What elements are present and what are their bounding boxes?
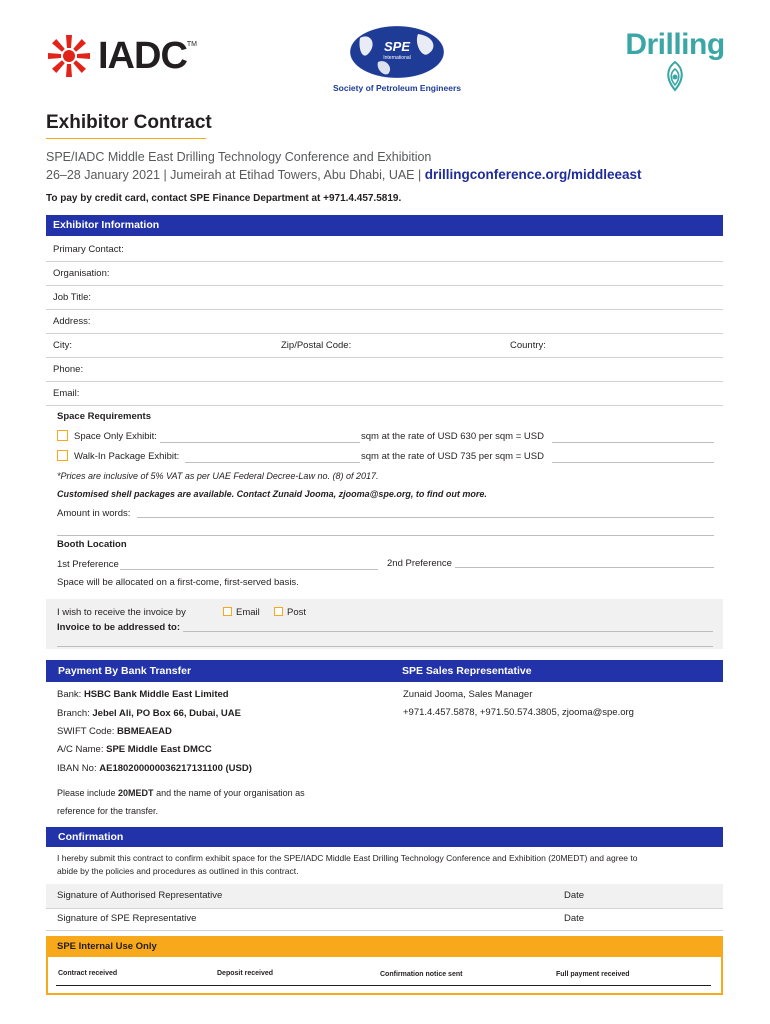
swift-code: SWIFT Code: BBMEAEAD [57, 726, 172, 737]
vat-note: *Prices are inclusive of 5% VAT as per UAE Federal Decree-Law no. (8) of 2017. [57, 471, 379, 481]
address-field[interactable] [46, 310, 723, 334]
email-field[interactable] [46, 382, 723, 406]
confirmation-heading: Confirmation [46, 827, 723, 847]
title-underline [46, 138, 206, 139]
spe-logo [332, 24, 462, 93]
signature-divider-2 [46, 930, 723, 931]
city-zip-country-row [46, 334, 723, 358]
deposit-received-label: Deposit received [217, 970, 274, 977]
invoice-address-line[interactable] [183, 631, 713, 632]
spe-logo-subtext: International [383, 55, 411, 61]
full-payment-label: Full payment received [556, 971, 630, 978]
drill-bit-icon [657, 60, 693, 92]
authorised-signature-label: Signature of Authorised Representative [57, 890, 223, 901]
bank-transfer-heading [46, 660, 723, 682]
walkin-sqm-line[interactable] [185, 462, 360, 463]
date-label-2: Date [564, 913, 585, 924]
iadc-star-icon [46, 33, 92, 79]
iadc-tm: TM [186, 40, 197, 48]
transfer-reference-note: Please include 20MEDT and the name of your organisation as [57, 788, 305, 798]
spe-logo-text: SPE [383, 39, 411, 54]
invoice-post-checkbox[interactable] [274, 607, 283, 616]
signature-divider [46, 908, 723, 909]
space-only-sqm-line[interactable] [160, 442, 360, 443]
iadc-logo-text: IADC [98, 34, 187, 77]
address-label: Address: [53, 316, 91, 327]
job-title-label: Job Title: [53, 292, 92, 303]
internal-use-line [56, 985, 711, 986]
iadc-logo [46, 33, 197, 79]
invoice-address-label: Invoice to be addressed to: [57, 622, 180, 633]
drilling-logo [620, 28, 730, 92]
confirmation-sent-label: Confirmation notice sent [380, 971, 463, 978]
header-logos [0, 0, 770, 110]
date-label-1: Date [564, 890, 585, 901]
primary-contact-field[interactable] [46, 238, 723, 262]
primary-contact-label: Primary Contact: [53, 244, 124, 255]
allocation-note: Space will be allocated on a first-come, first-served basis. [57, 577, 299, 588]
sales-rep-contact: +971.4.457.5878, +971.50.574.3805, zjooma@spe.org [403, 707, 634, 718]
transfer-reference-note-2: reference for the transfer. [57, 806, 159, 816]
phone-field[interactable] [46, 358, 723, 382]
invoice-address-line-2[interactable] [57, 646, 713, 647]
sales-rep-name: Zunaid Jooma, Sales Manager [403, 689, 533, 700]
email-label: Email: [53, 388, 80, 399]
credit-card-note: To pay by credit card, contact SPE Finance Department at +971.4.457.5819. [46, 193, 402, 204]
conference-name: SPE/IADC Middle East Drilling Technology Conference and Exhibition [46, 150, 432, 164]
booth-location-heading: Booth Location [57, 539, 127, 550]
second-preference-line[interactable] [455, 567, 714, 568]
internal-use-heading: SPE Internal Use Only [46, 936, 723, 957]
spe-globe-icon [348, 24, 446, 80]
walkin-usd-line[interactable] [552, 462, 714, 463]
sales-rep-heading: SPE Sales Representative [402, 665, 532, 677]
page-title: Exhibitor Contract [46, 112, 212, 133]
iban-number: IBAN No: AE180200000036217131100 (USD) [57, 763, 252, 774]
space-only-checkbox[interactable] [57, 430, 68, 441]
bank-name: Bank: HSBC Bank Middle East Limited [57, 689, 229, 700]
organisation-label: Organisation: [53, 268, 110, 279]
amount-words-label: Amount in words: [57, 508, 131, 519]
bank-transfer-title: Payment By Bank Transfer [58, 665, 192, 677]
drilling-logo-text: Drilling [625, 28, 725, 61]
amount-words-line-2[interactable] [57, 535, 714, 536]
invoice-delivery-label: I wish to receive the invoice by [57, 607, 186, 618]
account-name: A/C Name: SPE Middle East DMCC [57, 744, 212, 755]
space-only-rate: sqm at the rate of USD 630 per sqm = USD [361, 431, 544, 442]
space-only-label: Space Only Exhibit: [74, 431, 157, 442]
walkin-label: Walk-In Package Exhibit: [74, 451, 180, 462]
first-preference-label: 1st Preference [57, 559, 119, 570]
second-preference-label: 2nd Preference [387, 558, 452, 569]
spe-caption: Society of Petroleum Engineers [332, 83, 461, 93]
job-title-field[interactable] [46, 286, 723, 310]
walkin-checkbox[interactable] [57, 450, 68, 461]
dates-venue-line [46, 167, 642, 182]
city-label[interactable]: City: [53, 340, 72, 351]
walkin-rate: sqm at the rate of USD 735 per sqm = USD [361, 451, 544, 462]
confirmation-text-1: I hereby submit this contract to confirm exhibit space for the SPE/IADC Middle East Drilling Technology Conference and Exhibition (20MEDT) and agree to [57, 853, 638, 863]
country-label[interactable]: Country: [510, 340, 546, 351]
invoice-post-label: Post [287, 607, 307, 618]
dates-venue: 26–28 January 2021 | Jumeirah at Etihad Towers, Abu Dhabi, UAE | [46, 168, 425, 182]
first-preference-line[interactable] [120, 569, 378, 570]
shell-package-note: Customised shell packages are available. Contact Zunaid Jooma, zjooma@spe.org, to find out more. [57, 489, 487, 499]
space-only-usd-line[interactable] [552, 442, 714, 443]
bank-branch: Branch: Jebel Ali, PO Box 66, Dubai, UAE [57, 708, 241, 719]
exhibitor-info-heading: Exhibitor Information [46, 215, 723, 236]
invoice-email-label: Email [236, 607, 260, 618]
confirmation-text-2: abide by the policies and procedures as outlined in this contract. [57, 866, 299, 876]
zip-label[interactable]: Zip/Postal Code: [281, 340, 352, 351]
phone-label: Phone: [53, 364, 84, 375]
invoice-email-checkbox[interactable] [223, 607, 232, 616]
conference-url-link[interactable]: drillingconference.org/middleeast [424, 167, 642, 182]
contract-received-label: Contract received [58, 970, 118, 977]
spe-signature-label: Signature of SPE Representative [57, 913, 197, 924]
amount-words-line[interactable] [137, 517, 714, 518]
organisation-field[interactable] [46, 262, 723, 286]
space-requirements-heading: Space Requirements [57, 411, 151, 422]
